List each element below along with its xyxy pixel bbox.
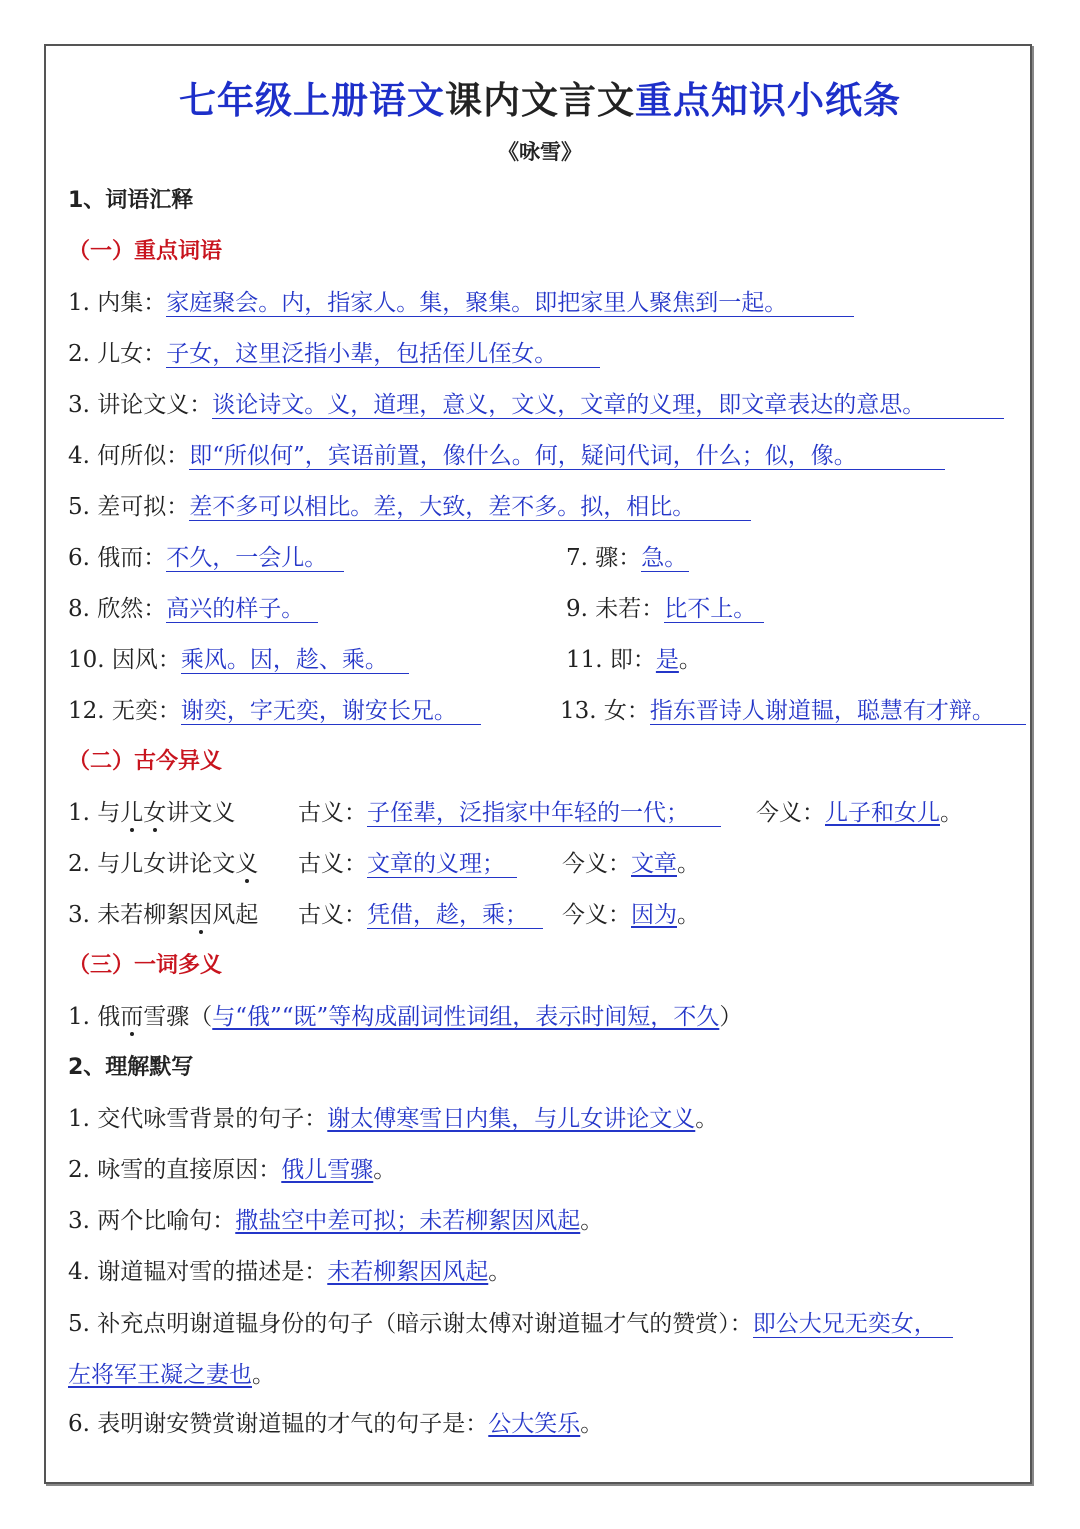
vocab-answer: 不久，一会儿。 [166,545,344,572]
meaning-phrase: 讲文义 [166,800,236,826]
vocab-answer: 谈论诗文。义，道理，意义，文义，文章的义理，即文章表达的意思。 [212,392,1004,419]
page-title [0,70,1080,124]
vocab-item-13 [560,696,1026,726]
meaning-item-3 [68,900,258,930]
new-meaning: 文章 [631,851,677,877]
meaning-new-1 [756,798,963,828]
dictation-answer: 俄儿雪骤 [281,1157,374,1183]
dictation-answer: 撒盐空中差可拟；未若柳絮因风起 [235,1208,581,1234]
vocab-item-6 [68,543,344,573]
tail: 。 [940,800,963,826]
vocab-label: 8. 欣然： [68,596,167,622]
vocab-item-9 [566,594,764,624]
vocab-item-5 [68,492,751,522]
old-meaning: 文章的义理； [367,851,517,878]
emphasis-char: 儿 [120,800,144,826]
polysemy-answer: 与“俄”“既”等构成副词性词组，表示时间短，不久 [212,1004,720,1030]
dictation-item-5-cont [68,1360,275,1390]
vocab-item-7 [566,543,689,573]
dictation-question: 5. 补充点明谢道韫身份的句子（暗示谢太傅对谢道韫才气的赞赏）： [68,1311,753,1337]
vocab-item-1 [68,288,854,318]
old-label: 古义： [298,902,367,928]
dictation-answer: 公大笑乐 [488,1411,581,1437]
vocab-item-2 [68,339,600,369]
meaning-old-2 [298,849,517,879]
vocab-label: 4. 何所似： [68,443,190,469]
vocab-item-10 [68,645,409,675]
vocab-item-8 [68,594,318,624]
meaning-item-2 [68,849,258,879]
title-part-3: 重点知识小纸条 [635,79,901,122]
meaning-new-3 [562,900,700,930]
vocab-item-4 [68,441,945,471]
meaning-new-2 [562,849,700,879]
title-part-1: 七年级上册语文 [179,79,445,122]
dictation-question: 2. 咏雪的直接原因： [68,1157,282,1183]
vocab-label: 13. 女： [560,698,650,724]
dictation-item-4 [68,1257,511,1287]
dictation-question: 3. 两个比喻句： [68,1208,236,1234]
new-label: 今义： [562,902,631,928]
vocab-answer: 比不上。 [664,596,764,623]
sub-2-heading: （二）古今异义 [68,749,223,774]
vocab-item-11 [566,645,702,675]
vocab-answer: 高兴的样子。 [166,596,318,623]
dictation-answer: 左将军王凝之妻也 [68,1362,252,1388]
old-meaning: 子侄辈，泛指家中年轻的一代； [367,800,721,827]
meaning-old-3 [298,900,543,930]
dictation-question: 1. 交代咏雪背景的句子： [68,1106,328,1132]
meaning-phrase: 2. 与儿女讲论文 [68,851,236,877]
meaning-old-1 [298,798,721,828]
emphasis-char: 而 [120,1004,144,1030]
tail: 。 [580,1208,604,1234]
meaning-phrase: 风起 [212,902,259,928]
vocab-answer: 谢奕，字无奕，谢安长兄。 [181,698,481,725]
dictation-question: 4. 谢道韫对雪的描述是： [68,1259,328,1285]
vocab-label: 1. 内集： [68,290,167,316]
vocab-answer: 差不多可以相比。差，大致，差不多。拟，相比。 [189,494,751,521]
vocab-label: 12. 无奕： [68,698,181,724]
dictation-item-2 [68,1155,396,1185]
vocab-label: 10. 因风： [68,647,181,673]
tail: 。 [373,1157,397,1183]
old-label: 古义： [298,800,367,826]
dictation-answer: 即公大兄无奕女， [753,1311,953,1338]
vocab-item-12 [68,696,481,726]
vocab-label: 9. 未若： [566,596,665,622]
meaning-item-1 [68,798,235,828]
polysemy-phrase: 1. 俄 [68,1004,121,1030]
tail: 。 [580,1411,604,1437]
dictation-answer: 谢太傅寒雪日内集，与儿女讲论文义 [327,1106,696,1132]
sub-3-heading: （三）一词多义 [68,953,223,978]
dictation-question: 6. 表明谢安赞赏谢道韫的才气的句子是： [68,1411,489,1437]
meaning-phrase: 3. 未若柳絮 [68,902,190,928]
tail: 。 [677,851,700,877]
sub-1-heading: （一）重点词语 [68,239,223,264]
polysemy-item-1 [68,1002,742,1032]
vocab-answer: 急。 [641,545,688,571]
vocab-label: 2. 儿女： [68,341,167,367]
tail: 。 [488,1259,512,1285]
old-label: 古义： [298,851,367,877]
vocab-tail: 。 [678,647,702,673]
old-meaning: 凭借，趁，乘； [367,902,543,929]
dictation-item-3 [68,1206,603,1236]
dictation-item-1 [68,1104,718,1134]
dictation-item-6 [68,1409,603,1439]
vocab-label: 11. 即： [566,647,656,673]
vocab-answer: 即“所似何”，宾语前置，像什么。何，疑问代词，什么；似，像。 [189,443,945,470]
vocab-answer: 子女，这里泛指小辈，包括侄儿侄女。 [166,341,600,368]
vocab-answer: 乘风。因，趁、乘。 [181,647,409,674]
lesson-title: 《咏雪》 [498,139,582,164]
vocab-answer: 家庭聚会。内，指家人。集，聚集。即把家里人聚焦到一起。 [166,290,854,317]
title-part-2: 课内文言文 [445,79,635,122]
emphasis-char: 义 [235,851,259,877]
dictation-answer: 未若柳絮因风起 [327,1259,489,1285]
vocab-answer: 指东晋诗人谢道韫，聪慧有才辩。 [650,698,1026,725]
new-label: 今义： [756,800,825,826]
vocab-label: 5. 差可拟： [68,494,190,520]
new-meaning: 因为 [631,902,677,928]
section-1-heading: 1、词语汇释 [68,188,194,213]
section-2-heading: 2、理解默写 [68,1055,194,1080]
polysemy-phrase: 雪骤（ [143,1004,213,1030]
meaning-phrase: 1. 与 [68,800,121,826]
vocab-label: 6. 俄而： [68,545,167,571]
vocab-label: 3. 讲论文义： [68,392,213,418]
tail: 。 [695,1106,719,1132]
new-label: 今义： [562,851,631,877]
tail: 。 [677,902,700,928]
new-meaning: 儿子和女儿 [825,800,940,826]
vocab-item-3 [68,390,1004,420]
dictation-item-5 [68,1309,953,1339]
vocab-label: 7. 骤： [566,545,642,571]
vocab-answer: 是 [655,647,679,673]
emphasis-char: 因 [189,902,213,928]
tail: ） [719,1004,743,1030]
tail: 。 [252,1362,275,1388]
emphasis-char: 女 [143,800,167,826]
